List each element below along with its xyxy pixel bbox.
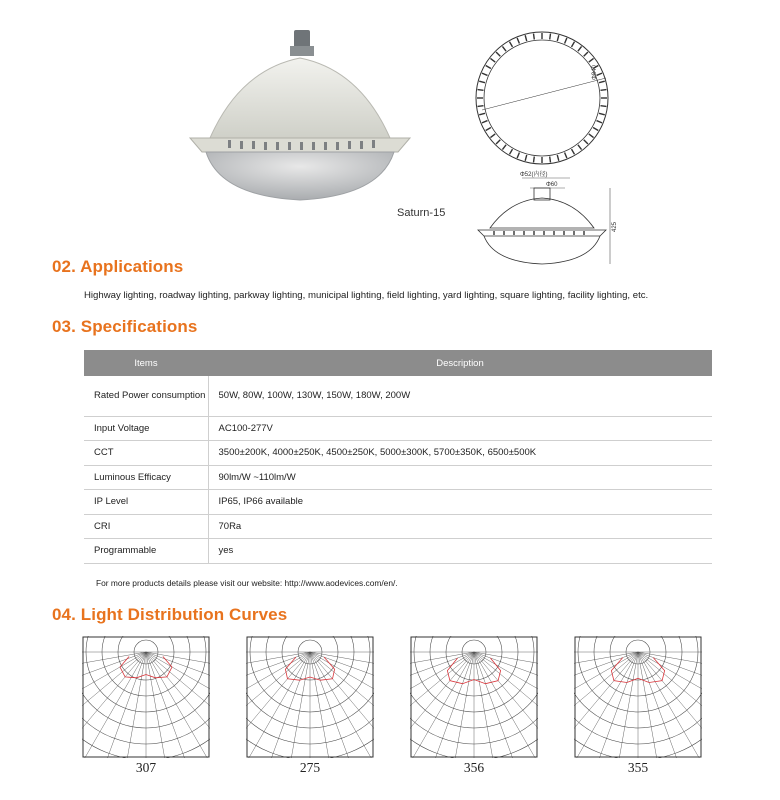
top-view-drawing (472, 28, 612, 168)
curves-row (82, 636, 712, 798)
table-row (84, 514, 712, 539)
table-row (84, 539, 712, 564)
header-items: Items (84, 350, 208, 376)
website-footnote: For more products details please visit our website: http://www.aodevices.com/en/. (96, 578, 398, 588)
pipe-outer-label: Φ60 (546, 182, 558, 188)
curve-diagram (574, 636, 702, 758)
table-row (84, 376, 712, 416)
curve-value-label: 356 (463, 760, 485, 775)
curve-diagram (410, 636, 538, 758)
row-value: 90lm/W ~110lm/W (208, 465, 712, 490)
diameter-label: Φ840 (592, 65, 598, 80)
table-row (84, 490, 712, 515)
curve-value-label: 355 (627, 760, 649, 775)
row-item: CCT (84, 441, 208, 466)
applications-text: Highway lighting, roadway lighting, parkway lighting, municipal lighting, field lighting, yard lighting, square lighting, facility lighting, etc. (84, 290, 649, 301)
pipe-inner-label: Φ52(内径) (520, 172, 548, 178)
row-value: AC100-277V (208, 416, 712, 441)
side-view-drawing (470, 168, 620, 268)
row-item: IP Level (84, 490, 208, 515)
specifications-table (84, 350, 712, 564)
curve-value-label: 307 (135, 760, 157, 775)
row-value: 70Ra (208, 514, 712, 539)
curve-diagram (246, 636, 374, 758)
row-item: Input Voltage (84, 416, 208, 441)
height-label: 425 (612, 221, 618, 232)
table-row (84, 416, 712, 441)
product-overview (0, 0, 780, 250)
row-value: 50W, 80W, 100W, 130W, 150W, 180W, 200W (208, 376, 712, 416)
row-item: Luminous Efficacy (84, 465, 208, 490)
specifications-title: 03. Specifications (52, 317, 198, 336)
curve-value-label: 275 (299, 760, 321, 775)
table-row (84, 465, 712, 490)
applications-title: 02. Applications (52, 257, 184, 276)
product-photo (180, 20, 420, 210)
row-value: 3500±200K, 4000±250K, 4500±250K, 5000±300K, 5700±350K, 6500±500K (208, 441, 712, 466)
curves-title: 04. Light Distribution Curves (52, 605, 288, 624)
row-value: IP65, IP66 available (208, 490, 712, 515)
row-item: Programmable (84, 539, 208, 564)
row-item: Rated Power consumption (84, 376, 208, 416)
table-row (84, 441, 712, 466)
row-item: CRI (84, 514, 208, 539)
model-label: Saturn-15 (397, 207, 446, 219)
header-description: Description (208, 350, 712, 376)
row-value: yes (208, 539, 712, 564)
curve-diagram (82, 636, 210, 758)
table-header-row (84, 350, 712, 376)
